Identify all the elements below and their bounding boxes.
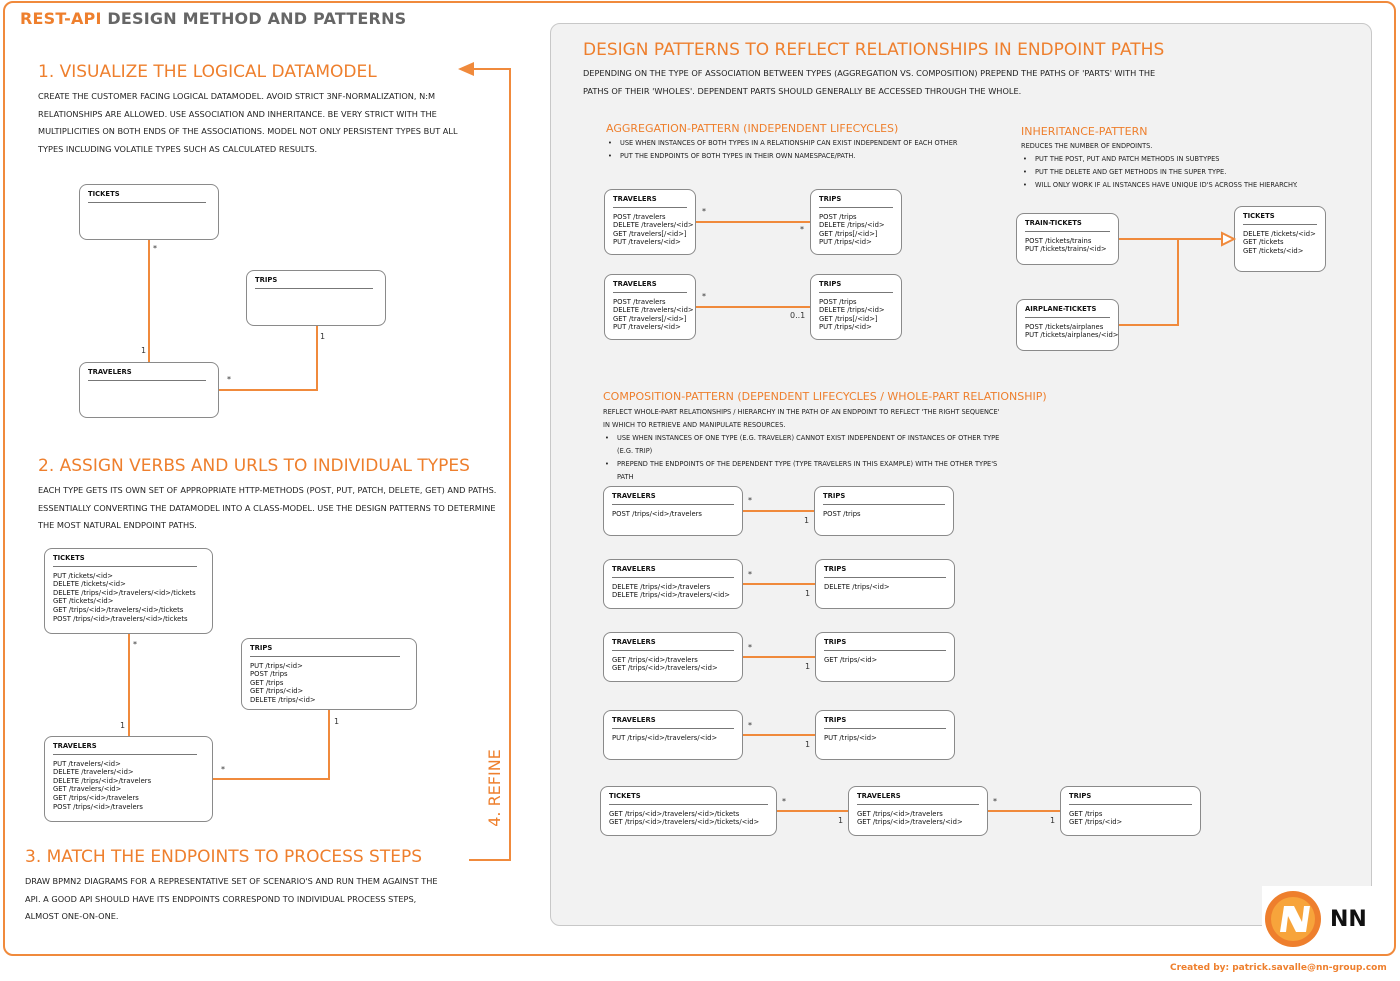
credit-line: Created by: patrick.savalle@nn-group.com bbox=[1170, 963, 1387, 973]
inh-tickets-name: TICKETS bbox=[1243, 212, 1317, 225]
comp1-trips-method: POST /trips bbox=[823, 509, 861, 518]
composition-bullet: • USE WHEN INSTANCES OF ONE TYPE (E.G. TRAVELER) CANNOT EXIST INDEPENDENT OF INSTANCES OF OTHER TYPE (E.G. TRIP) bbox=[603, 432, 1003, 458]
comp1-travelers-method: POST /trips/<id>/travelers bbox=[612, 509, 702, 518]
comp3-trips-box bbox=[815, 632, 955, 682]
s2-travelers-method: GET /trips/<id>/travelers bbox=[53, 793, 139, 802]
s2-travelers-method: GET /travelers/<id> bbox=[53, 785, 122, 794]
chain-travelers-box bbox=[848, 786, 988, 836]
comp2-trips-name: TRIPS bbox=[824, 565, 946, 578]
s2-trips-method: DELETE /trips/<id> bbox=[250, 695, 316, 704]
chain-travelers-name: TRAVELERS bbox=[857, 792, 979, 805]
comp2-travelers-method: DELETE /trips/<id>/travelers bbox=[612, 582, 711, 591]
s1-trips-name: TRIPS bbox=[255, 276, 373, 289]
s2-trips-method: GET /trips/<id> bbox=[250, 687, 304, 696]
aggregation-bullets bbox=[606, 137, 966, 163]
section-2-heading: 2. ASSIGN VERBS AND URLS TO INDIVIDUAL TYPES bbox=[38, 456, 470, 476]
comp4-travelers-method: PUT /trips/<id>/travelers/<id> bbox=[612, 733, 718, 742]
train-tickets-name: TRAIN-TICKETS bbox=[1025, 219, 1110, 232]
comp3-trips-name: TRIPS bbox=[824, 638, 946, 651]
comp4-travelers-name: TRAVELERS bbox=[612, 716, 734, 729]
s1-travelers-box bbox=[79, 362, 219, 418]
inheritance-bullet: • PUT THE DELETE AND GET METHODS IN THE SUPER TYPE. bbox=[1021, 166, 1311, 179]
s1-tickets-name: TICKETS bbox=[88, 190, 206, 203]
s1-label-one-travelers: 1 bbox=[141, 346, 147, 355]
agg1-trips-method: PUT /trips/<id> bbox=[819, 238, 872, 247]
title-rest: DESIGN METHOD AND PATTERNS bbox=[101, 9, 407, 28]
s2-trips-method: POST /trips bbox=[250, 670, 288, 679]
agg2-travelers-method: POST /travelers bbox=[613, 297, 666, 306]
train-tickets-method: PUT /tickets/trains/<id> bbox=[1025, 245, 1107, 254]
comp1-label-right: 1 bbox=[804, 516, 810, 525]
comp2-label-left: * bbox=[748, 570, 752, 579]
comp1-trips-box bbox=[814, 486, 954, 536]
nn-logo-icon bbox=[1262, 888, 1324, 950]
s2-label-one-travelers: 1 bbox=[120, 721, 126, 730]
agg1-trips-method: POST /trips bbox=[819, 212, 857, 221]
section-1-heading: 1. VISUALIZE THE LOGICAL DATAMODEL bbox=[38, 62, 377, 82]
s2-trips-method: PUT /trips/<id> bbox=[250, 661, 303, 670]
comp4-travelers-box bbox=[603, 710, 743, 760]
s1-label-star-travelers: * bbox=[227, 375, 231, 384]
chain-label-1: * bbox=[782, 797, 786, 806]
composition-text bbox=[603, 406, 1003, 484]
comp3-trips-method: GET /trips/<id> bbox=[824, 655, 878, 664]
chain-tickets-name: TICKETS bbox=[609, 792, 768, 805]
inheritance-bullet: • PUT THE POST, PUT AND PATCH METHODS IN SUBTYPES bbox=[1021, 153, 1311, 166]
airplane-tickets-box bbox=[1016, 299, 1119, 351]
composition-lead: REFLECT WHOLE-PART RELATIONSHIPS / HIERARCHY IN THE PATH OF AN ENDPOINT TO REFLECT 'THE RIGHT SEQUENCE' IN WHICH TO RETRIEVE AND MANIPULATE RESOURCES. bbox=[603, 408, 1000, 429]
agg2-trips-box bbox=[810, 274, 902, 340]
chain-label-3: * bbox=[993, 797, 997, 806]
comp2-trips-box bbox=[815, 559, 955, 609]
chain-trips-method: GET /trips bbox=[1069, 809, 1103, 818]
comp3-label-right: 1 bbox=[805, 662, 811, 671]
agg1-trips-box bbox=[810, 189, 902, 255]
inheritance-bullet: • WILL ONLY WORK IF AL INSTANCES HAVE UNIQUE ID'S ACROSS THE HIERARCHY. bbox=[1021, 179, 1311, 192]
comp4-trips-box bbox=[815, 710, 955, 760]
agg1-travelers-method: PUT /travelers/<id> bbox=[613, 238, 681, 247]
agg2-travelers-method: PUT /travelers/<id> bbox=[613, 323, 681, 332]
aggregation-bullet: • PUT THE ENDPOINTS OF BOTH TYPES IN THEIR OWN NAMESPACE/PATH. bbox=[606, 150, 966, 163]
s2-tickets-box bbox=[44, 548, 213, 634]
s1-label-star-tickets: * bbox=[153, 244, 157, 253]
s2-tickets-method: DELETE /trips/<id>/travelers/<id>/tickets bbox=[53, 588, 196, 597]
comp2-travelers-method: DELETE /trips/<id>/travelers/<id> bbox=[612, 591, 730, 600]
aggregation-bullet: • USE WHEN INSTANCES OF BOTH TYPES IN A RELATIONSHIP CAN EXIST INDEPENDENT OF EACH OTHER bbox=[606, 137, 966, 150]
s2-tickets-method: GET /trips/<id>/travelers/<id>/tickets bbox=[53, 605, 184, 614]
airplane-tickets-method: PUT /tickets/airplanes/<id> bbox=[1025, 331, 1119, 340]
chain-label-2: 1 bbox=[838, 816, 844, 825]
comp4-label-right: 1 bbox=[805, 740, 811, 749]
nn-logo-text: NN bbox=[1330, 906, 1367, 932]
composition-bullet: • PREPEND THE ENDPOINTS OF THE DEPENDENT TYPE (TYPE TRAVELERS IN THIS EXAMPLE) WITH THE OTHER TYPE'S PATH bbox=[603, 458, 1003, 484]
agg1-label-left: * bbox=[702, 207, 706, 216]
page-title bbox=[20, 9, 406, 28]
chain-tickets-box bbox=[600, 786, 777, 836]
s1-travelers-name: TRAVELERS bbox=[88, 368, 206, 381]
s2-travelers-box bbox=[44, 736, 213, 822]
agg2-travelers-method: GET /travelers[/<id>] bbox=[613, 314, 687, 323]
s2-tickets-method: POST /trips/<id>/travelers/<id>/tickets bbox=[53, 614, 188, 623]
inheritance-lead: REDUCES THE NUMBER OF ENDPOINTS. bbox=[1021, 142, 1153, 150]
airplane-tickets-method: POST /tickets/airplanes bbox=[1025, 322, 1104, 331]
chain-tickets-method: GET /trips/<id>/travelers/<id>/tickets/<id> bbox=[609, 818, 760, 827]
chain-trips-method: GET /trips/<id> bbox=[1069, 818, 1123, 827]
s2-tickets-method: DELETE /tickets/<id> bbox=[53, 580, 126, 589]
comp3-label-left: * bbox=[748, 643, 752, 652]
chain-travelers-method: GET /trips/<id>/travelers bbox=[857, 809, 943, 818]
section-3-heading: 3. MATCH THE ENDPOINTS TO PROCESS STEPS bbox=[25, 847, 423, 867]
refine-label: 4. REFINE bbox=[484, 749, 504, 827]
composition-heading: COMPOSITION-PATTERN (DEPENDENT LIFECYCLES / WHOLE-PART RELATIONSHIP) bbox=[603, 390, 1047, 403]
chain-trips-box bbox=[1060, 786, 1201, 836]
agg2-trips-name: TRIPS bbox=[819, 280, 893, 293]
s2-tickets-method: PUT /tickets/<id> bbox=[53, 571, 113, 580]
s2-travelers-method: POST /trips/<id>/travelers bbox=[53, 802, 143, 811]
aggregation-heading: AGGREGATION-PATTERN (INDEPENDENT LIFECYCLES) bbox=[606, 122, 899, 135]
agg1-label-right: * bbox=[800, 225, 804, 234]
section-2-text: EACH TYPE GETS ITS OWN SET OF APPROPRIATE HTTP-METHODS (POST, PUT, PATCH, DELETE, GET) AND PATHS. ESSENTIALLY CONVERTING THE DATAMODEL INTO A CLASS-MODEL. USE THE DESIGN PATTERNS TO DETERMINE THE MOST NATURAL ENDPOINT PATHS. bbox=[38, 485, 497, 530]
inh-tickets-method: GET /tickets/<id> bbox=[1243, 246, 1304, 255]
s2-label-one-trips: 1 bbox=[334, 717, 340, 726]
inheritance-heading: INHERITANCE-PATTERN bbox=[1021, 125, 1148, 138]
section-1-text: CREATE THE CUSTOMER FACING LOGICAL DATAMODEL. AVOID STRICT 3NF-NORMALIZATION, N:M RELATIONSHIPS ARE ALLOWED. USE ASSOCIATION AND INHERITANCE. BE VERY STRICT WITH THE MULTIPLICITIES ON BOTH ENDS OF THE ASSOCIATIONS. MODEL NOT ONLY PERSISTENT TYPES BUT ALL TYPES INCLUDING VOLATILE TYPES SUCH AS CALCULATED RESULTS. bbox=[38, 91, 458, 154]
agg2-travelers-name: TRAVELERS bbox=[613, 280, 687, 293]
inh-tickets-method: DELETE /tickets/<id> bbox=[1243, 229, 1316, 238]
patterns-heading: DESIGN PATTERNS TO REFLECT RELATIONSHIPS IN ENDPOINT PATHS bbox=[583, 40, 1165, 60]
comp1-trips-name: TRIPS bbox=[823, 492, 945, 505]
s2-tickets-method: GET /tickets/<id> bbox=[53, 597, 114, 606]
s1-tickets-box bbox=[79, 184, 219, 240]
comp3-travelers-method: GET /trips/<id>/travelers bbox=[612, 655, 698, 664]
s1-trips-box bbox=[246, 270, 386, 326]
agg1-trips-method: DELETE /trips/<id> bbox=[819, 221, 885, 230]
comp2-travelers-name: TRAVELERS bbox=[612, 565, 734, 578]
s2-trips-name: TRIPS bbox=[250, 644, 400, 657]
comp1-travelers-box bbox=[603, 486, 743, 536]
agg2-label-left: * bbox=[702, 292, 706, 301]
s2-travelers-method: DELETE /travelers/<id> bbox=[53, 768, 134, 777]
comp2-travelers-box bbox=[603, 559, 743, 609]
s2-tickets-name: TICKETS bbox=[53, 554, 197, 567]
chain-travelers-method: GET /trips/<id>/travelers/<id> bbox=[857, 818, 963, 827]
inh-tickets-box bbox=[1234, 206, 1326, 272]
agg2-trips-method: DELETE /trips/<id> bbox=[819, 306, 885, 315]
inh-tickets-method: GET /tickets bbox=[1243, 238, 1284, 247]
comp2-label-right: 1 bbox=[805, 589, 811, 598]
chain-trips-name: TRIPS bbox=[1069, 792, 1192, 805]
inheritance-text bbox=[1021, 140, 1311, 192]
s2-trips-method: GET /trips bbox=[250, 678, 284, 687]
agg1-travelers-method: DELETE /travelers/<id> bbox=[613, 221, 694, 230]
agg2-travelers-method: DELETE /travelers/<id> bbox=[613, 306, 694, 315]
train-tickets-method: POST /tickets/trains bbox=[1025, 236, 1092, 245]
s2-trips-box bbox=[241, 638, 417, 710]
nn-logo bbox=[1262, 886, 1372, 952]
comp4-trips-method: PUT /trips/<id> bbox=[824, 733, 877, 742]
agg1-trips-name: TRIPS bbox=[819, 195, 893, 208]
agg2-trips-method: GET /trips[/<id>] bbox=[819, 314, 878, 323]
airplane-tickets-name: AIRPLANE-TICKETS bbox=[1025, 305, 1110, 318]
chain-tickets-method: GET /trips/<id>/travelers/<id>/tickets bbox=[609, 809, 740, 818]
s1-label-one-trips: 1 bbox=[320, 332, 326, 341]
agg1-travelers-method: POST /travelers bbox=[613, 212, 666, 221]
comp2-trips-method: DELETE /trips/<id> bbox=[824, 582, 890, 591]
comp1-label-left: * bbox=[748, 496, 752, 505]
agg2-trips-method: PUT /trips/<id> bbox=[819, 323, 872, 332]
section-3-text: DRAW BPMN2 DIAGRAMS FOR A REPRESENTATIVE SET OF SCENARIO'S AND RUN THEM AGAINST THE API. A GOOD API SHOULD HAVE ITS ENDPOINTS CORRESPOND TO INDIVIDUAL PROCESS STEPS, ALMOST ONE-ON-ONE. bbox=[25, 876, 438, 921]
s2-travelers-method: DELETE /trips/<id>/travelers bbox=[53, 776, 152, 785]
title-prefix: REST-API bbox=[20, 9, 102, 28]
s2-label-star-travelers: * bbox=[221, 765, 225, 774]
agg1-trips-method: GET /trips[/<id>] bbox=[819, 229, 878, 238]
comp4-trips-name: TRIPS bbox=[824, 716, 946, 729]
s2-label-star-tickets: * bbox=[133, 640, 137, 649]
agg2-label-right: 0..1 bbox=[790, 311, 806, 320]
agg2-trips-method: POST /trips bbox=[819, 297, 857, 306]
agg1-travelers-name: TRAVELERS bbox=[613, 195, 687, 208]
comp1-travelers-name: TRAVELERS bbox=[612, 492, 734, 505]
comp4-label-left: * bbox=[748, 721, 752, 730]
chain-label-4: 1 bbox=[1050, 816, 1056, 825]
comp3-travelers-name: TRAVELERS bbox=[612, 638, 734, 651]
comp3-travelers-method: GET /trips/<id>/travelers/<id> bbox=[612, 664, 718, 673]
comp3-travelers-box bbox=[603, 632, 743, 682]
agg1-travelers-box bbox=[604, 189, 696, 255]
agg2-travelers-box bbox=[604, 274, 696, 340]
agg1-travelers-method: GET /travelers[/<id>] bbox=[613, 229, 687, 238]
train-tickets-box bbox=[1016, 213, 1119, 265]
s2-travelers-method: PUT /travelers/<id> bbox=[53, 759, 121, 768]
patterns-intro: DEPENDING ON THE TYPE OF ASSOCIATION BETWEEN TYPES (AGGREGATION VS. COMPOSITION) PREPEND THE PATHS OF 'PARTS' WITH THE PATHS OF THEIR 'WHOLES'. DEPENDENT PARTS SHOULD GENERALLY BE ACCESSED THROUGH THE WHOLE. bbox=[583, 68, 1156, 96]
s2-travelers-name: TRAVELERS bbox=[53, 742, 197, 755]
